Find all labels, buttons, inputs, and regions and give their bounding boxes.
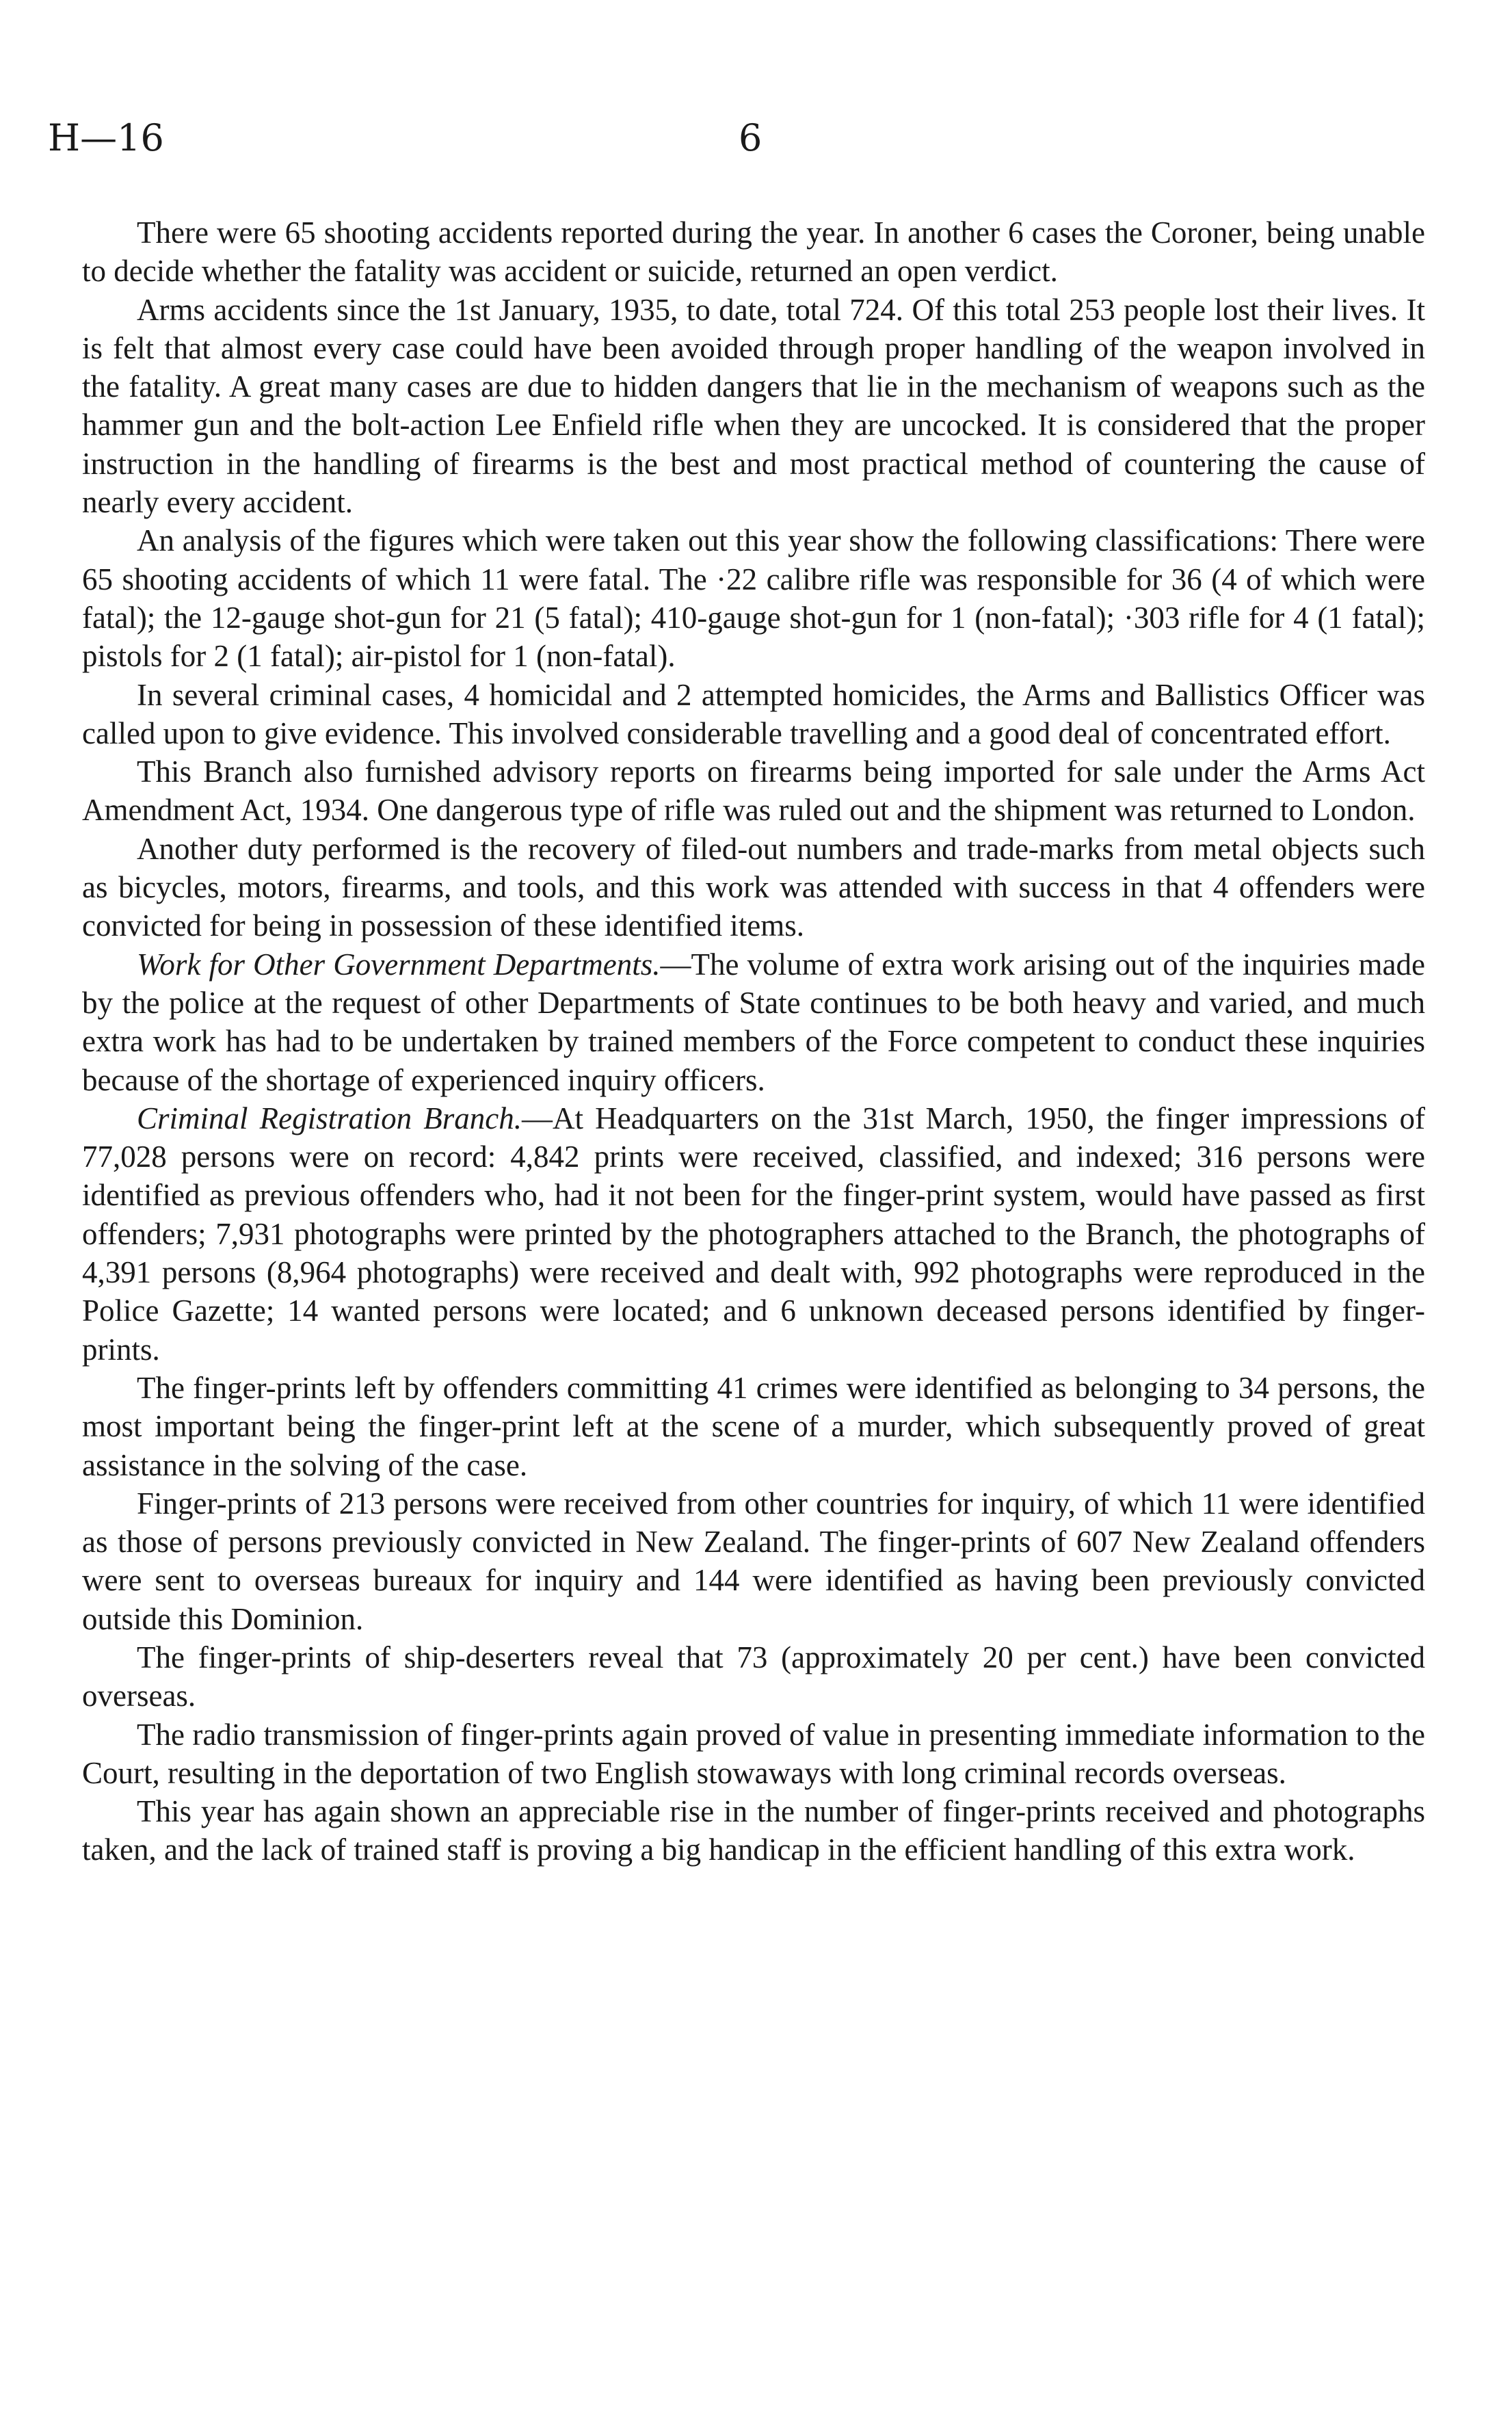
paragraph-crime-fingerprints: The finger-prints left by offenders committing 41 crimes were identified as belonging to 34 persons, the most important being the finger-print left at the scene of a murder, which subsequently proved of great assistance in the solving of the case. [82,1370,1425,1482]
paragraph-other-departments: Work for Other Government Departments.—The volume of extra work arising out of the inquiries made by the police at the request of other Departments of State continues to be both heavy and varied, and much extra work has had to be undertaken by trained members of the Force competent to conduct these inquiries because of the shortage of experienced inquiry officers. [82,947,1425,1097]
paragraph-shooting-accidents: There were 65 shooting accidents reported during the year. In another 6 cases the Coroner, being unable to decide whether the fatality was accident or suicide, returned an open verdict. [82,215,1425,289]
paragraph-advisory-reports: This Branch also furnished advisory reports on firearms being imported for sale under the Arms Act Amendment Act, 1934. One dangerous type of rifle was ruled out and the shipment was returned to London. [82,754,1425,828]
section-heading: Criminal Registration Branch. [137,1101,522,1135]
paragraph-staff-handicap: This year has again shown an appreciable rise in the number of finger-prints received and photographs taken, and the lack of trained staff is proving a big handicap in the efficient handling of this extra work. [82,1794,1425,1867]
paragraph-criminal-cases: In several criminal cases, 4 homicidal and 2 attempted homicides, the Arms and Ballistics Officer was called upon to give evidence. This involved considerable travelling and a good deal of concentrated effort. [82,677,1425,750]
document-reference: H—16 [48,116,164,159]
body-text [82,213,1425,1869]
page-number: 6 [739,116,762,159]
paragraph-radio-transmission: The radio transmission of finger-prints again proved of value in presenting immediate information to the Court, resulting in the deportation of two English stowaways with long criminal records overseas. [82,1717,1425,1790]
paragraph-filed-out-numbers: Another duty performed is the recovery of filed-out numbers and trade-marks from metal objects such as bicycles, motors, firearms, and tools, and this work was attended with success in that 4 offenders were convicted for being in possession of these identified items. [82,831,1425,943]
paragraph-arms-accidents-total: Arms accidents since the 1st January, 1935, to date, total 724. Of this total 253 people lost their lives. It is felt that almost every case could have been avoided through proper handling of the weapon involved in the fatality. A great many cases are due to hidden dangers that lie in the mechanism of weapons such as the hammer gun and the bolt-action Lee Enfield rifle when they are uncocked. It is considered that the proper instruction in the handling of firearms is the best and most practical method of countering the cause of nearly every accident. [82,292,1425,520]
paragraph-criminal-registration: Criminal Registration Branch.—At Headquarters on the 31st March, 1950, the finger impressions of 77,028 persons were on record: 4,842 prints were received, classified, and indexed; 316 persons were identified as previous offenders who, had it not been for the finger-print system, would have passed as first offenders; 7,931 photographs were printed by the photographers attached to the Branch, the photographs of 4,391 persons (8,964 photographs) were received and dealt with, 992 photographs were reproduced in the Police Gazette; 14 wanted persons were located; and 6 unknown deceased persons identified by finger-prints. [82,1101,1425,1367]
paragraph-ship-deserters: The finger-prints of ship-deserters reveal that 73 (approximately 20 per cent.) have been convicted overseas. [82,1640,1425,1713]
paragraph-analysis-classifications: An analysis of the figures which were taken out this year show the following classifications: There were 65 shooting accidents of which 11 were fatal. The ·22 calibre rifle was responsible for 36 (4 of which were fatal); the 12-gauge shot-gun for 21 (5 fatal); 410-gauge shot-gun for 1 (non-fatal); ·303 rifle for 4 (1 fatal); pistols for 2 (1 fatal); air-pistol for 1 (non-fatal). [82,523,1425,674]
paragraph-overseas-fingerprints: Finger-prints of 213 persons were received from other countries for inquiry, of which 11 were identified as those of persons previously convicted in New Zealand. The finger-prints of 607 New Zealand offenders were sent to overseas bureaux for inquiry and 144 were identified as having been previously convicted outside this Dominion. [82,1486,1425,1636]
section-heading: Work for Other Government Departments. [137,947,661,982]
page-header [48,118,1477,172]
